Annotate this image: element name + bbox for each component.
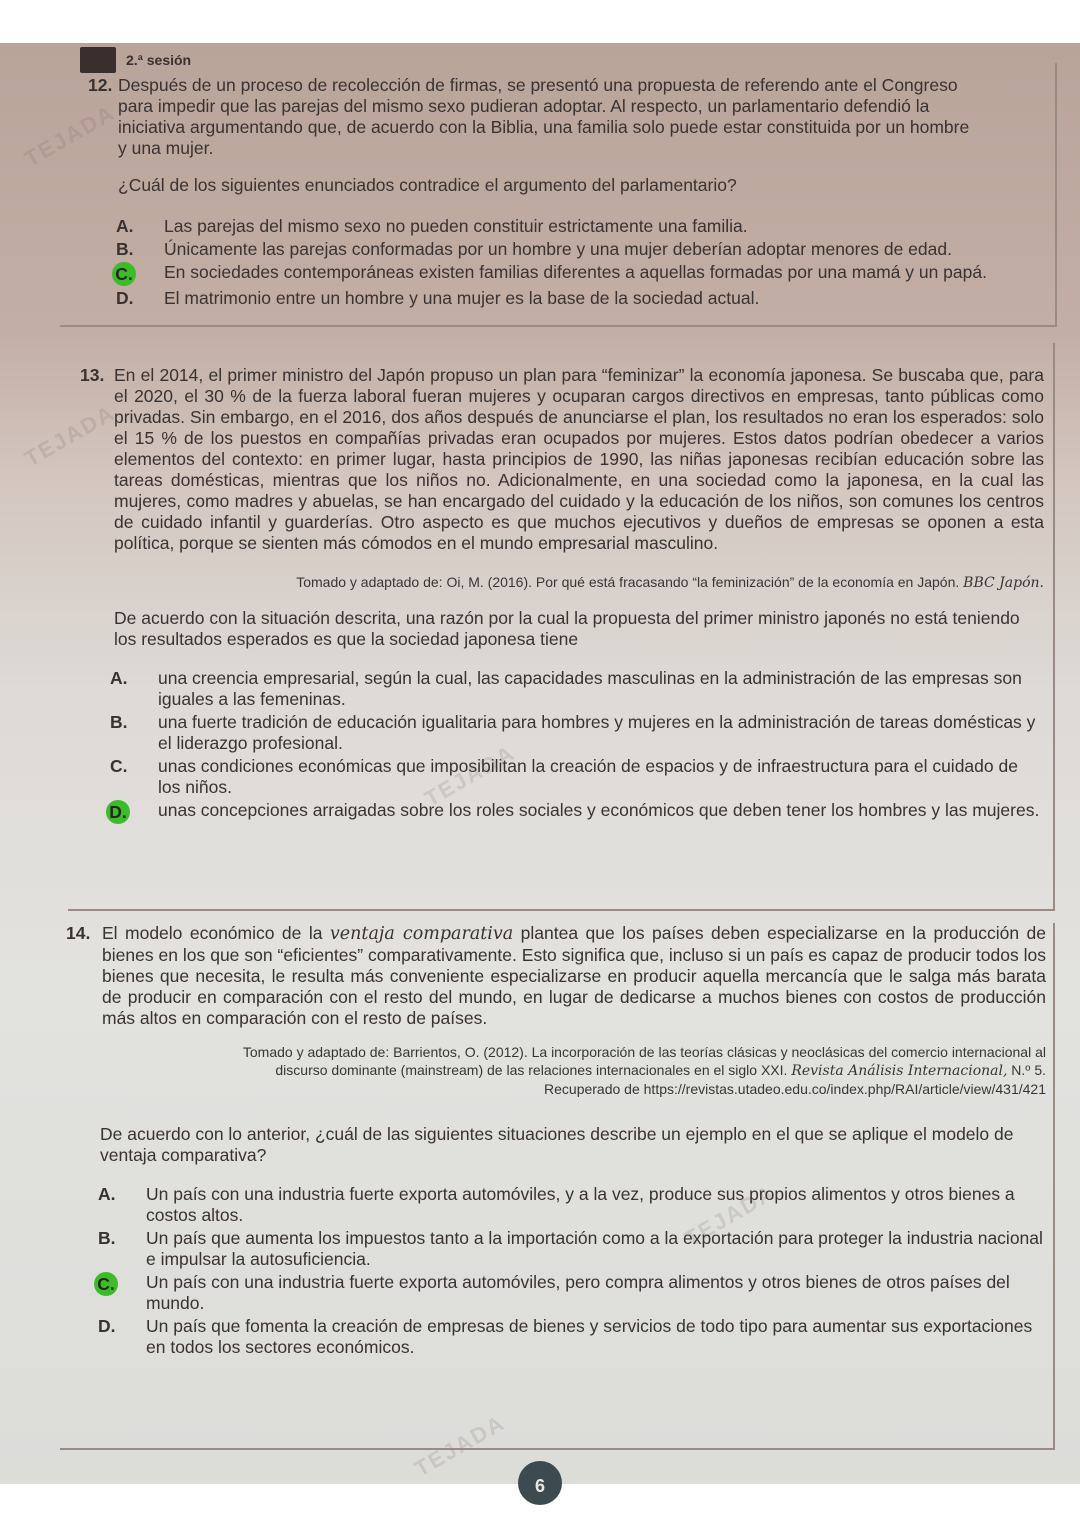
question-14 [66,923,1046,1360]
option-letter: B. [116,239,134,259]
option-text: unas condiciones económicas que imposibilitan la creación de espacios y de infraestructura para el cuidado de los niños. [158,756,1018,797]
option-letter: B. [110,712,128,732]
option-text: una fuerte tradición de educación igualitaria para hombres y mujeres en la administración de tareas domésticas y el liderazgo profesional. [158,712,1036,753]
question-number: 14. [66,923,91,943]
stem-line: Después de un proceso de recolección de firmas, se presentó una propuesta de referendo ante el Congreso [118,75,958,95]
watermark: TEJADA [20,99,120,172]
stem-text: plantea que los países deben especializarse en la producción de bienes en los que son “eficientes” comparativamente. Esto significa que, incluso si un país es capaz de producir todos los bienes que necesita, le resulta más conveniente especializarse en producir aquella mercancía que le salga más barata de producir en comparación con el resto del mundo, en lugar de dedicarse a muchos bienes con costos de producción más altos en comparación con el resto de países. [102,923,1046,1028]
selected-answer-marker [110,800,158,824]
stem-text: El modelo económico de la [102,923,330,943]
watermark: TEJADA [420,739,520,812]
citation-line: Tomado y adaptado de: Barrientos, O. (2012). La incorporación de las teorías clásicas y neoclásicas del comercio internacional al [242,1044,1046,1060]
option-text: El matrimonio entre un hombre y una mujer es la base de la sociedad actual. [164,288,760,308]
option-letter: D. [116,288,134,308]
option-c-selected[interactable] [98,1272,1046,1314]
option-a[interactable] [110,668,1044,710]
option-c-selected[interactable] [116,262,1043,286]
option-text: unas concepciones arraigadas sobre los roles sociales y económicos que deben tener los hombres y las mujeres. [158,800,1040,820]
source-citation [66,1043,1046,1098]
option-d-selected[interactable] [110,800,1044,824]
option-b[interactable] [110,712,1044,754]
option-letter: C. [112,262,136,286]
citation-publication: BBC Japón. [963,575,1044,591]
option-c[interactable] [110,756,1044,798]
stem-line: iniciativa argumentando que, de acuerdo con la Biblia, una familia solo puede estar constituida por un hombre [118,117,970,137]
option-letter: A. [110,668,128,688]
option-text: Únicamente las parejas conformadas por un hombre y una mujer deberían adoptar menores de edad. [164,239,952,259]
question-prompt: De acuerdo con la situación descrita, una razón por la cual la propuesta del primer ministro japonés no está teniendo los resultados esperados es que la sociedad japonesa tiene [114,608,1020,649]
question-stem: En el 2014, el primer ministro del Japón propuso un plan para “feminizar” la economía japonesa. Se buscaba que, para el 2020, el 30 % de la fuerza laboral fueran mujeres y ocuparan cargos directivos en empresas, tanto públicas como privadas. Sin embargo, en el 2016, dos años después de anunciarse el plan, los resultados no eran los esperados: solo el 15 % de los puestos en compañías privadas eran ocupados por mujeres. Estos datos podrían obedecer a varios elementos del contexto: en primer lugar, hasta principios de 1990, las niñas japonesas recibían educación sobre las tareas domésticas, mientras que los niños no. Adicionalmente, en una sociedad como la japonesa, en la cual las mujeres, como madres y abuelas, se han encargado del cuidado y la educación de los niños, son comunes los centros de cuidado infantil y guarderías. Otro aspecto es que muchos ejecutivos y dueños de empresas se oponen a esta política, porque se sienten más cómodos en el mundo empresarial masculino. [114,365,1044,553]
option-text: En sociedades contemporáneas existen familias diferentes a aquellas formadas por una mamá y un papá. [164,262,987,282]
watermark: TEJADA [680,1179,780,1252]
option-d[interactable] [116,288,1043,309]
stem-term: ventaja comparativa [329,924,514,944]
citation-text: Tomado y adaptado de: Oi, M. (2016). Por qué está fracasando “la feminización” de la economía en Japón. [296,574,964,590]
session-label: 2.ª sesión [126,52,192,68]
answer-options [116,216,1043,309]
watermark: TEJADA [20,399,120,472]
option-text: Un país con una industria fuerte exporta automóviles, y a la vez, produce sus propios alimentos y otros bienes a costos altos. [146,1184,1015,1225]
option-text: Las parejas del mismo sexo no pueden constituir estrictamente una familia. [164,216,748,236]
option-text: Un país con una industria fuerte exporta automóviles, pero compra alimentos y otros bienes de otros países del mundo. [146,1272,1010,1313]
question-12 [88,75,1043,311]
option-letter: D. [98,1316,116,1336]
citation-text: N.º 5. [1007,1062,1046,1078]
selected-answer-marker [116,262,164,286]
question-prompt: ¿Cuál de los siguientes enunciados contradice el argumento del parlamentario? [118,175,737,195]
option-a[interactable] [116,216,1043,237]
option-b[interactable] [98,1228,1046,1270]
option-letter: C. [110,756,128,776]
option-text: una creencia empresarial, según la cual, las capacidades masculinas en la administración de las empresas son iguales a las femeninas. [158,668,1022,709]
option-b[interactable] [116,239,1043,260]
option-text: Un país que aumenta los impuestos tanto a la importación como a la exportación para proteger la industria nacional e impulsar la autosuficiencia. [146,1228,1043,1269]
question-stem [118,75,969,159]
option-a[interactable] [98,1184,1046,1226]
option-letter: C. [94,1272,118,1296]
stem-line: y una mujer. [118,138,214,158]
exam-page-photo [0,43,1080,1496]
citation-text: discurso dominante (mainstream) de las relaciones internacionales en el siglo XXI. [275,1062,792,1078]
option-text: Un país que fomenta la creación de empresas de bienes y servicios de todo tipo para aumentar sus exportaciones en todos los sectores económicos. [146,1316,1033,1357]
option-letter: A. [98,1184,116,1204]
question-prompt: De acuerdo con lo anterior, ¿cuál de las siguientes situaciones describe un ejemplo en el que se aplique el modelo de ventaja comparativa? [100,1124,1014,1165]
selected-answer-marker [98,1272,146,1314]
answer-options [98,1184,1046,1358]
option-letter: A. [116,216,134,236]
question-number: 13. [80,365,105,385]
question-13 [80,365,1044,826]
page-number-badge: 6 [518,1461,562,1505]
question-stem [102,923,1046,1029]
citation-publication: Revista Análisis Internacional, [791,1063,1008,1079]
stem-line: para impedir que las parejas del mismo sexo pudieran adoptar. Al respecto, un parlamentario defendió la [118,96,930,116]
option-letter: B. [98,1228,116,1248]
citation-url: Recuperado de https://revistas.utadeo.edu.co/index.php/RAI/article/view/431/421 [544,1081,1046,1097]
option-d[interactable] [98,1316,1046,1358]
watermark: TEJADA [410,1409,510,1482]
option-letter: D. [106,800,130,824]
question-number: 12. [88,75,113,95]
answer-options [110,668,1044,824]
source-citation [80,572,1044,594]
